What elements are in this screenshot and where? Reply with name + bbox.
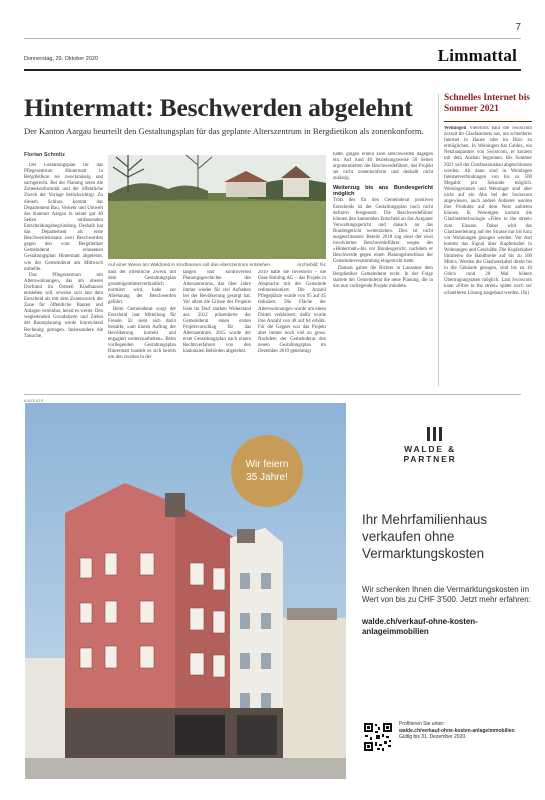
sidebar-dateline: Weiningen	[444, 126, 470, 131]
issue-date: Donnerstag, 29. Oktober 2020	[24, 56, 98, 62]
article-column-4	[258, 270, 326, 387]
badge-line-2: 35 Jahre!	[246, 472, 288, 483]
article-author: Florian Schmitz	[24, 152, 65, 158]
qr-validity: Gültig bis 31. Dezember 2020.	[399, 734, 467, 741]
qr-link[interactable]: walde.ch/verkauf-ohne-kosten-anlageimmobilien	[399, 727, 515, 734]
meadow-landscape-image	[108, 155, 326, 259]
ad-separator	[24, 394, 521, 395]
header-rule	[24, 69, 521, 71]
qr-info	[399, 721, 534, 741]
article-paragraph: 2019 hatte die Investorin – die Oase Holding AG – das Projekt in Absprache mit der Gemeinde redimensioniert. Die Anzahl Pflegeplätze wurde von 95 auf 45 reduziert. Die Fläche der Alterswohnungen wurde um einen Drittel verkleinert, dafür wurde ihre Anzahl von 48 auf 64 erhöht. Für die Gegner war das Projekt aber immer noch viel zu gross. Nachdem der Gemeinderat den neuen Gestaltungsplan im Dezember 2019 genehmigt	[258, 270, 326, 355]
sidebar-divider	[438, 94, 439, 386]
top-rule	[24, 38, 521, 39]
sidebar-title-rule	[444, 121, 532, 122]
qr-code-icon[interactable]	[363, 722, 393, 752]
article-paragraph: Der Gestaltungsplan für das Pflegezentrum Hintermatt in Bergdietikon sei zweckmässig und sachgerecht. Bei der Planung seien die Zonenkonformität und der öffentliche Zweck der Vorlage berücksichtigt. Zu diesem Schluss kommt das Departement Bau, Verkehr und Umwelt des Kantons Aargau in seiner gut 40 Seiten umfassenden Entscheidungsbegründung. Deshalb hat das Departement als erste Beschwerdeinstanz zwei Beschwerden gegen den vom Bergdietiker Gemeinderat erlassenen Gestaltungsplan Hintermatt abgelehnt, wie der Gemeinderat am Mittwoch mitteilte.	[24, 163, 103, 272]
article-lead: Der Kanton Aargau beurteilt den Gestaltungsplan für das geplante Alterszentrum in Bergdietikon als zonenkonform.	[24, 126, 424, 136]
article-paragraph: hatte, gingen erneut zwei Beschwerden dagegen ein. Auf rund 40 beziehungsweise 50 Seiten argumentierten die Beschwerdeführer, das Projekt sei nicht zonenkonform und deshalb nicht zulässig.	[333, 152, 433, 182]
photo-credit: Archivbild: fsc	[297, 262, 326, 267]
page-number: 7	[515, 22, 521, 33]
article-paragraph: Damals gaben die Richter in Lausanne dem Bergdietiker Gemeinderat recht. In der Folge startete der Gemeinderat die neue Planung, die in das nun vorliegende Projekt mündete.	[333, 265, 433, 289]
ad-label: ANZEIGE	[24, 398, 44, 403]
article-headline: Hintermatt: Beschwerden abgelehnt	[24, 93, 413, 122]
article-column-1	[24, 163, 103, 387]
section-title: Limmattal	[437, 46, 517, 65]
photo-caption-text: Auf einer Wiese am Waldrand in Kindhausen soll das Alterszentrum entstehen.	[108, 262, 272, 267]
brand-name: WALDE & PARTNER	[403, 444, 457, 464]
article-column-2	[108, 270, 176, 387]
ad-link[interactable]: walde.ch/verkauf-ohne-kosten-anlageimmobilien	[362, 617, 478, 637]
article-paragraph: Trotz des für den Gemeinderat positiven Entscheids ist der Gestaltungsplan noch nicht definitiv festgesetzt. Die Beschwerdeführer können den kantonalen Entscheid an das Aargauer Verwaltungsgericht und danach an das Bundesgericht weiterziehen. Dies ist nicht ausgeschlossen: Bereits 2018 zog einer der zwei involvierten Beschwerdeführer wegen des «Hintermatt»-bis vor Bundesgericht, nachdem er Beschwerde gegen einen Planungsbeschluss der Gemeindeversammlung eingereicht hatte.	[333, 198, 433, 265]
ad-body: Wir schenken Ihnen die Vermarktungskosten im Wert von bis zu CHF 3'500. Jetzt mehr erfahren:	[362, 585, 531, 605]
sidebar-title: Schnelles Internet bis Sommer 2021	[444, 93, 530, 114]
article-subhead: Weiterzug bis ans Bundesgericht möglich	[333, 185, 433, 198]
article-paragraph: langen und kontroversen Planungsgeschichte des Alterszentrums, das über Jahre immer wieder für viel Aufsehen bei der Bevölkerung gesorgt hat. Vor allem die Grösse des Projekts löste im Dorf starken Widerstand aus. 2012 präsentierte der Gemeinderat einen ersten Projektvorschlag für das Alterszentrum. 2015 wurde der erste Gestaltungsplan nach einem Rechtsverfahren von den kantonalen Behörden abgelehnt.	[183, 270, 251, 355]
article-photo	[108, 155, 326, 259]
anniversary-badge	[231, 435, 303, 507]
article-paragraph: Beim Gemeinderat sorgt der Entscheid laut Mitteilung für Freude. Er sieht sich darin bestärkt, «um klaren Auftrag der Bevölkerung korrekt und engagiert weiterzuarbeiten». Beim vorliegenden Gestaltungsplan Hintermatt handelt es sich bereits um den zweiten in der	[108, 306, 176, 361]
article-paragraph: Das Pflegezentrum mit Alterswohnungen, das am oberen Dorfrand im Ortsteil Kindhausen entstehen soll, erweise sich laut dem Entscheid als mit dem Zonenzweck der Zone für öffentliche Bauten und Anlagen vereinbar, heisst es weiter. Den wegleitenden Grundsätzen und Zielen der Raumplanung werde hinreichend Rechnung getragen. Insbesondere die Tatsache,	[24, 272, 103, 339]
article-paragraph: dass der öffentliche Zweck mit dem Gestaltungsplan grundeigentümerverbindlich normiert wird, habe zur Ablehnung der Beschwerden geführt.	[108, 270, 176, 306]
article-column-3	[183, 270, 251, 387]
sidebar-body	[444, 126, 532, 386]
sidebar-text: Vielerorts baut die Swisscom zurzeit ihr Glasfasernetz aus, um schnelleres Internet in Hause oder im Büro zu ermöglichen. In Weiningen hat Cablex, ein Netzbaupartner von Swisscom, er kurzem mit dem Ausbau begonnen. Bis Sommer 2021 soll der Glasfaserausbau abgeschlossen werden. Ab dann sind in Weiningen Internetverbindungen von bis zu 500 Megabit pro Sekunde möglich. Weiningerinnen und Weininger sind aber nicht auf ein Abo bei der Swisscom angewiesen, auch andere Anbieter werden ihre Produkte auf dem Netz anbieten können. In Weiningen kommt die Glasfasertechnologie «Fibre to the street» zum Einsatz. Dabei wird das Glasfaserleitung auf der Strasse nur bis kurz vor Wohnungen gezogen werden. Vor dort kommt das Signal über Kupferkabel in Wohnungen und Geschäfte. Die Kupferkabel limitieren die Bandbreite auf bis zu 500 Mbit/s. Werden die Glasfaserkabel direkt bis in die Gebäude gezogen, sind bis zu 10 Gbit/s rund 20 Mal höhere Übertragungsraten möglich. Laut Swisscom kann «Fibre to the street» später noch zur schnelleren Lösung ausgebaut werden. (fsi)	[444, 126, 532, 296]
article-column-5	[333, 152, 433, 387]
qr-intro: Profitieren Sie unter:	[399, 721, 445, 727]
ad-headline: Ihr Mehrfamilienhaus verkaufen ohne Vermarktungskosten	[362, 512, 488, 561]
photo-caption	[108, 262, 326, 267]
badge-line-1: Wir feiern	[245, 459, 289, 470]
